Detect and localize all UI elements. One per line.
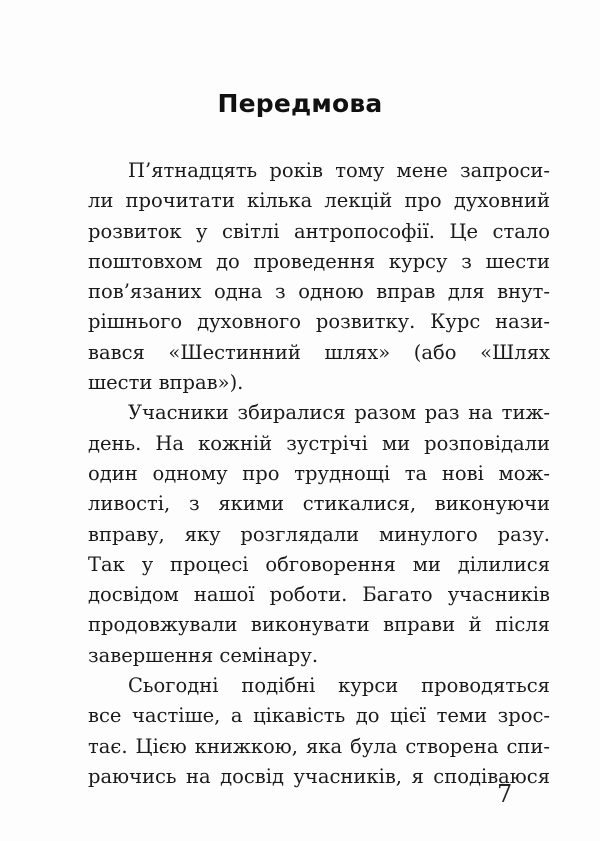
page-title: Передмова [217, 88, 383, 118]
text-line: день. На кожній зустрічі ми розповідали [88, 431, 550, 455]
text-line: ли прочитати кілька лекцій про духовний [88, 189, 550, 213]
text-line: раючись на досвід учасників, я сподіваюся [88, 764, 550, 788]
text-line: вався «Шестинний шлях» (або «Шлях [88, 340, 550, 364]
text-line: продовжували виконувати вправи й після [88, 613, 550, 637]
page-number: 7 [497, 780, 513, 808]
text-line: досвідом нашої роботи. Багато учасників [88, 583, 550, 607]
text-line: шести вправ»). [88, 371, 244, 395]
text-line: Учасники збиралися разом раз на тиж- [128, 401, 550, 425]
text-line: один одному про труднощі та нові мож- [88, 461, 550, 485]
text-line: рішнього духовного розвитку. Курс нази- [88, 310, 550, 334]
text-line: П’ятнадцять років тому мене запроси- [128, 159, 550, 182]
text-line: пов’язаних одна з одною вправ для внут- [88, 280, 550, 304]
text-line: розвиток у світлі антропософії. Це стало [88, 219, 550, 243]
text-line: все частіше, а цікавість до цієї теми зрос- [88, 704, 550, 728]
text-line: Так у процесі обговорення ми ділилися [88, 552, 550, 576]
text-line: Сьогодні подібні курси проводяться [128, 674, 550, 698]
text-line: ливості, з якими стикалися, виконуючи [88, 492, 550, 516]
preface-body [88, 156, 550, 792]
text-line: тає. Цією книжкою, яка була створена спи- [88, 734, 550, 758]
text-line: завершення семінару. [88, 643, 319, 667]
text-line: вправу, яку розглядали минулого разу. [88, 522, 550, 546]
text-line: поштовхом до проведення курсу з шести [88, 249, 550, 273]
